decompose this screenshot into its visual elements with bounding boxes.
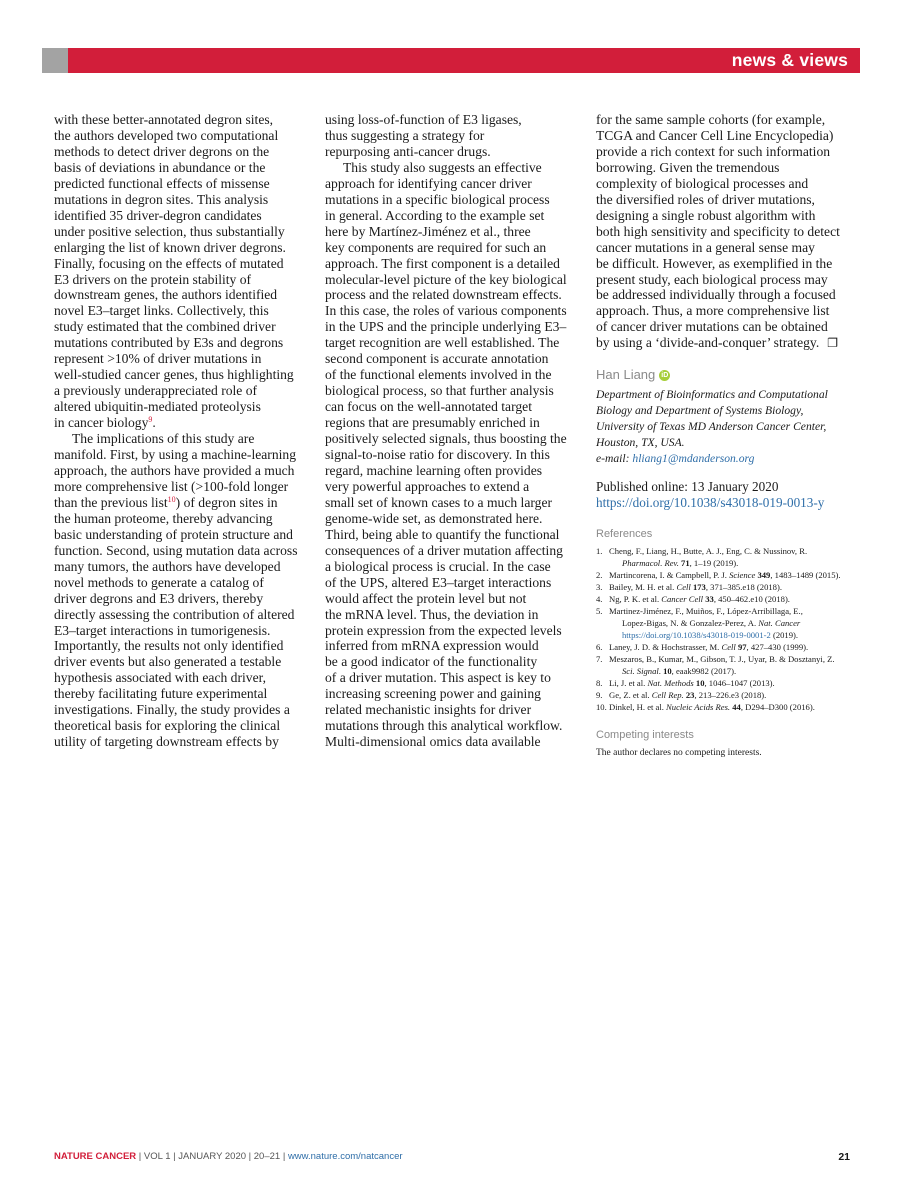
references-list [596,545,851,713]
section-label: news & views [731,50,848,70]
reference-item: 5. Martinez-Jiménez, F., Muiños, F., López-Arribillaga, E., Lopez-Bigas, N. & Gonzalez-Perez, A. Nat. Cancer https://doi.org/10.1038/s43018-019-0001-2 (2019). [596,605,803,640]
reference-item: 4. Ng, P. K. et al. Cancer Cell 33, 450–462.e10 (2018). [596,593,790,604]
footer-url-link[interactable]: www.nature.com/natcancer [287,1151,403,1162]
citation-10[interactable]: 10 [167,494,176,504]
reference-doi-link[interactable]: https://doi.org/10.1038/s43018-019-0001-2 [622,629,771,640]
reference-item: 2. Martincorena, I. & Campbell, P. J. Science 349, 1483–1489 (2015). [596,569,841,580]
column-2 [325,112,575,750]
footer-journal: NATURE CANCER [54,1151,137,1162]
header-bar [42,48,860,73]
column-1 [54,112,306,750]
author-name: Han Liang iD [596,367,669,383]
competing-interests-text: The author declares no competing interests. [596,747,762,758]
reference-item: 9. Ge, Z. et al. Cell Rep. 23, 213–226.e3 (2018). [596,689,767,700]
col2-paragraph-2: This study also suggests an effective approach for identifying cancer driver mutations in a specific biological process in general. According to the example set here by Martínez-Jiménez et al., three key components are required for such an approach. The first component is a detailed molecular-level picture of the key biological process and the related downstream effects. In this case, the roles of various components in the UPS and the principle underlying E3– target recognition are well established. The second component is accurate annotation of the functional elements involved in the biological process, so that further analysis can focus on the well-annotated target regions that are presumably enriched in positively selected signals, thus boosting the signal-to-noise ratio for discovery. In this regard, machine learning often provides very powerful approaches to extend a small set of known cases to a much larger genome-wide set, as demonstrated here. Third, being able to quantify the functional consequences of a driver mutation affecting a biological process is crucial. In the case of the UPS, altered E3–target interactions would affect the protein level but not the mRNA level. Thus, the deviation in protein expression from the expected levels inferred from mRNA expression would be a good indicator of the functionality of a driver mutation. This aspect is key to increasing screening power and gaining related mechanistic insights for driver mutations through this analytical workflow. Multi-dimensional omics data available [325,159,567,750]
doi-link[interactable]: https://doi.org/10.1038/s43018-019-0013-y [596,495,825,511]
orcid-icon[interactable]: iD [661,371,669,379]
reference-item: 1. Cheng, F., Liang, H., Butte, A. J., Eng, C. & Nussinov, R. Pharmacol. Rev. 71, 1–19 (2019). [596,545,808,568]
page-footer: NATURE CANCER | VOL 1 | JANUARY 2020 | 20–21 | www.nature.com/natcancer 21 [54,1151,850,1163]
footer-issue: JANUARY 2020 | 20–21 [178,1151,281,1162]
published-date: Published online: 13 January 2020 [596,478,779,494]
doi [596,495,851,512]
column-3 [596,112,851,762]
col2-paragraph-1: using loss-of-function of E3 ligases, thus suggesting a strategy for repurposing anti-cancer drugs. [325,112,522,159]
header-grey-block [42,48,68,73]
email-link[interactable]: hliang1@mdanderson.org [632,451,755,465]
reference-item: 6. Laney, J. D. & Hochstrasser, M. Cell 97, 427–430 (1999). [596,641,809,652]
col1-paragraph-1: with these better-annotated degron sites, the authors developed two computational methods to detect driver degrons on the basis of deviations in abundance or the predicted functional effects of missense mutations in degron sites. This analysis identified 35 driver-degron candidates under positive selection, thus substantially enlarging the list of known driver degrons. Finally, focusing on the effects of mutated E3 drivers on the protein stability of downstream genes, the authors identified novel E3–target links. Collectively, this study estimated that the combined driver mutations contributed by E3s and degrons represent >10% of driver mutations in well-studied cancer genes, thus highlighting a previously underappreciated role of altered ubiquitin-mediated proteolysis in cancer biology$^9$. [54,112,294,431]
reference-item: 10. Dinkel, H. et al. Nucleic Acids Res. 44, D294–D300 (2016). [596,701,815,712]
competing-interests-heading: Competing interests [596,728,694,741]
col1-paragraph-2: The implications of this study are manifold. First, by using a machine-learning approach, the authors have provided a much more comprehensive list (>100-fold longer than the previous list$^{10}$) of degron sites in the human proteome, thereby advancing basic understanding of protein structure and function. Second, using mutation data across many tumors, the authors have developed novel methods to generate a catalog of driver degrons and E3 drivers, thereby directly assessing the contribution of altered E3–target interactions in tumorigenesis. Importantly, the results not only identified driver events but also generated a testable hypothesis associated with each driver, thereby facilitating future experimental investigations. Finally, the study provides a theoretical basis for exploring the clinical utility of targeting downstream effects by [54,431,298,750]
reference-item: 3. Bailey, M. H. et al. Cell 173, 371–385.e18 (2018). [596,581,782,592]
end-of-article-icon: ❐ [827,336,838,351]
citation-9[interactable]: 9 [148,415,153,425]
reference-item: 8. Li, J. et al. Nat. Methods 10, 1046–1047 (2013). [596,677,775,688]
footer-volume: VOL 1 [143,1151,171,1162]
reference-item: 7. Meszaros, B., Kumar, M., Gibson, T. J., Uyar, B. & Dosztanyi, Z. Sci. Signal. 10, eaak9982 (2017). [596,653,835,676]
author-affiliation: Department of Bioinformatics and Computational Biology and Department of Systems Biology, University of Texas MD Anderson Cancer Center, Houston, TX, USA. [596,388,828,449]
page-number: 21 [838,1151,850,1163]
col3-paragraph: for the same sample cohorts (for example, TCGA and Cancer Cell Line Encyclopedia) provide a rich context for such information borrowing. Given the tremendous complexity of biological processes and the diversified roles of driver mutations, designing a single robust algorithm with both high sensitivity and specificity to detect cancer mutations in a general sense may be difficult. However, as exemplified in the present study, each biological process may be addressed individually through a focused approach. Thus, a more comprehensive list of cancer driver mutations can be obtained by using a ‘divide-and-conquer’ strategy. ❐ [596,112,840,351]
references-heading: References [596,527,653,540]
author-email: e-mail: hliang1@mdanderson.org [596,451,755,465]
